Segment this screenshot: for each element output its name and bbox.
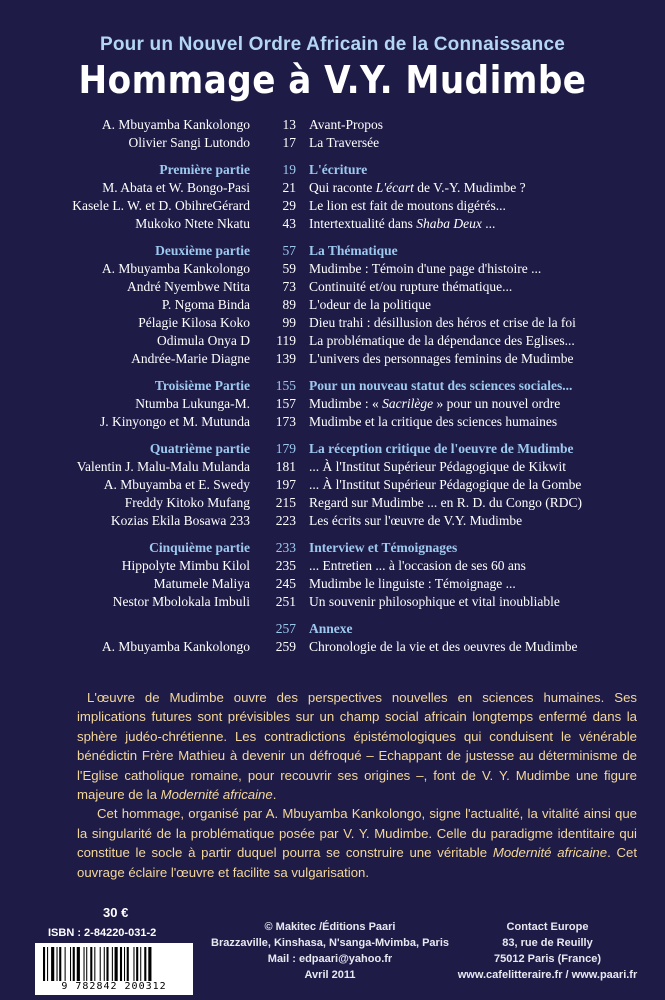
imprint-footer	[0, 905, 665, 1000]
barcode-bar	[136, 947, 138, 981]
blurb-paragraph-2: Cet hommage, organisé par A. Mbuyamba Kankolongo, signe l'actualité, la vitalité ainsi que la singularité de la problématique posée par V. Y. Mudimbe. Celle du paradigme identitaire qui constitue le socle à partir duquel pourra se construire une véritable Modernité africaine. Cet ouvrage éclaire l'œuvre et facilite sa vulgarisation.	[77, 806, 637, 880]
toc-entry	[0, 315, 665, 333]
toc-part-label: Première partie	[159, 162, 250, 177]
toc-section-heading	[0, 243, 665, 261]
toc-page-number: 13	[282, 117, 296, 132]
toc-title: Le lion est fait de moutons digérés...	[309, 198, 506, 213]
toc-title: La réception critique de l'oeuvre de Mudimbe	[309, 441, 574, 456]
barcode-bar	[47, 947, 48, 981]
barcode-bar	[70, 947, 71, 981]
toc-author: Kozias Ekila Bosawa 233	[110, 513, 250, 528]
toc-title: L'univers des personnages feminins de Mudimbe	[309, 351, 574, 366]
toc-entry	[0, 513, 665, 531]
barcode-bar	[124, 947, 125, 981]
toc-title: ... À l'Institut Supérieur Pédagogique de Kikwit	[309, 459, 567, 474]
toc-author: Freddy Kitoko Mufang	[124, 495, 250, 510]
barcode-bars-icon	[43, 947, 185, 981]
toc-title: Les écrits sur l'œuvre de V.Y. Mudimbe	[309, 513, 523, 528]
toc-entry	[0, 333, 665, 351]
toc-author: P. Ngoma Binda	[161, 297, 250, 312]
contact-line: 75012 Paris (France)	[493, 953, 601, 965]
barcode-bar	[133, 947, 134, 981]
toc-entry	[0, 216, 665, 234]
isbn-label: ISBN : 2-84220-031-2	[48, 927, 157, 939]
barcode-bar	[77, 947, 80, 981]
toc-page-number: 59	[282, 261, 296, 276]
toc-title: Mudimbe le linguiste : Témoignage ...	[309, 576, 516, 591]
toc-page-number: 17	[282, 135, 296, 150]
toc-page-number: 215	[275, 495, 296, 510]
toc-page-number: 19	[282, 162, 296, 177]
toc-entry	[0, 639, 665, 657]
book-title: Hommage à V.Y. Mudimbe	[78, 58, 587, 102]
toc-title: Intertextualité dans Shaba Deux ...	[309, 216, 496, 231]
barcode-bar	[59, 947, 61, 981]
toc-entry	[0, 576, 665, 594]
publisher-line: Avril 2011	[304, 969, 356, 981]
toc-author: Kasele L. W. et D. ObihreGérard	[72, 198, 250, 213]
toc-section-heading	[0, 162, 665, 180]
toc-entry	[0, 477, 665, 495]
toc-author: A. Mbuyamba Kankolongo	[101, 261, 250, 276]
toc-page-number: 197	[275, 477, 296, 492]
barcode-bar	[144, 947, 146, 981]
toc-author: Matumele Maliya	[153, 576, 250, 591]
toc-page-number: 179	[275, 441, 296, 456]
publisher-line: © Makitec /Éditions Paari	[264, 921, 396, 933]
toc-part-label: Deuxième partie	[155, 243, 250, 258]
toc-page-number: 173	[275, 414, 296, 429]
toc-title: Qui raconte L'écart de V.-Y. Mudimbe ?	[309, 180, 526, 195]
barcode-bar	[73, 947, 75, 981]
toc-entry	[0, 279, 665, 297]
toc-title: Mudimbe : Témoin d'une page d'histoire ...	[309, 261, 542, 276]
barcode-bar	[148, 947, 151, 981]
toc-section-heading	[0, 621, 665, 639]
barcode-bar	[115, 947, 118, 981]
toc-entry	[0, 135, 665, 153]
toc-entry	[0, 297, 665, 315]
toc-title: Avant-Propos	[309, 117, 383, 132]
toc-title: ... À l'Institut Supérieur Pédagogique de la Gombe	[309, 477, 582, 492]
toc-page-number: 43	[282, 216, 296, 231]
toc-page-number: 257	[275, 621, 296, 636]
toc-title: ... Entretien ... à l'occasion de ses 60 ans	[309, 558, 526, 573]
table-of-contents	[0, 117, 665, 657]
toc-entry	[0, 459, 665, 477]
publisher-line: Mail : edpaari@yahoo.fr	[267, 953, 393, 965]
barcode-bar	[84, 947, 85, 981]
toc-author: Andrée-Marie Diagne	[131, 351, 250, 366]
toc-title: Continuité et/ou rupture thématique...	[309, 279, 513, 294]
toc-entry	[0, 396, 665, 414]
toc-title: La problématique de la dépendance des Eglises...	[309, 333, 575, 348]
toc-part-label: Quatrième partie	[149, 441, 250, 456]
toc-title: Chronologie de la vie et des oeuvres de Mudimbe	[309, 639, 578, 654]
toc-page-number: 57	[282, 243, 296, 258]
series-title: Pour un Nouvel Ordre Africain de la Connaissance	[99, 34, 565, 55]
contact-line: Contact Europe	[506, 921, 589, 933]
toc-page-number: 119	[276, 333, 296, 348]
barcode	[35, 943, 193, 995]
barcode-digits: 9 782842 200312	[61, 981, 167, 992]
toc-title: Mudimbe et la critique des sciences humaines	[309, 414, 558, 429]
toc-title: L'écriture	[309, 162, 368, 177]
toc-page-number: 223	[275, 513, 296, 528]
toc-entry	[0, 594, 665, 612]
toc-entry	[0, 558, 665, 576]
contact-info	[440, 919, 655, 983]
toc-section-heading	[0, 378, 665, 396]
toc-page-number: 251	[275, 594, 296, 609]
toc-page-number: 235	[275, 558, 296, 573]
barcode-bar	[120, 947, 122, 981]
toc-title: Un souvenir philosophique et vital inoubliable	[309, 594, 560, 609]
toc-title: Annexe	[309, 621, 353, 636]
toc-page-number: 139	[275, 351, 296, 366]
barcode-bar	[127, 947, 129, 981]
toc-title: La Traversée	[309, 135, 380, 150]
toc-page-number: 181	[275, 459, 296, 474]
toc-author: Valentin J. Malu-Malu Mulanda	[76, 459, 250, 474]
toc-author: A. Mbuyamba Kankolongo	[101, 639, 250, 654]
toc-part-label: Cinquième partie	[149, 540, 250, 555]
toc-author: Hippolyte Mimbu Kilol	[121, 558, 250, 573]
barcode-bar	[43, 947, 45, 981]
toc-page-number: 21	[282, 180, 296, 195]
blurb-paragraph-1: L'œuvre de Mudimbe ouvre des perspectives nouvelles en sciences humaines. Ses implications futures sont prévisibles sur un champ social africain longtemps enfermé dans la sphère judéo-chrétienne. Les contradictions épistémologiques qui conduisent le vénérable bénédictin Frère Mathieu à devenir un défroqué – Echappant de justesse au déterminisme de l'Eglise catholique romaine, pour recouvrir ses origines –, font de V. Y. Mudimbe une figure majeure de la Modernité africaine.	[77, 690, 637, 803]
toc-page-number: 99	[282, 315, 296, 330]
toc-title: Mudimbe : « Sacrilège » pour un nouvel ordre	[309, 396, 561, 411]
toc-author: Ntumba Lukunga-M.	[135, 396, 250, 411]
barcode-bar	[100, 947, 101, 981]
toc-title: Regard sur Mudimbe ... en R. D. du Congo (RDC)	[309, 495, 582, 510]
toc-author: Olivier Sangi Lutondo	[128, 135, 250, 150]
toc-page-number: 233	[275, 540, 296, 555]
barcode-bar	[106, 947, 108, 981]
barcode-bar	[51, 947, 54, 981]
toc-section-heading	[0, 441, 665, 459]
toc-author: Nestor Mbolokala Imbuli	[112, 594, 250, 609]
publisher-line: Brazzaville, Kinshasa, N'sanga-Mvimba, Paris	[211, 937, 449, 949]
toc-part-label: Troisième Partie	[154, 378, 250, 393]
barcode-bar	[57, 947, 58, 981]
toc-author: André Nyembwe Ntita	[127, 279, 250, 294]
contact-line: www.cafelitteraire.fr / www.paari.fr	[457, 969, 638, 981]
barcode-bar	[94, 947, 95, 981]
contact-line: 83, rue de Reuilly	[502, 937, 593, 949]
toc-page-number: 29	[282, 198, 296, 213]
toc-page-number: 89	[282, 297, 296, 312]
barcode-bar	[140, 947, 141, 981]
toc-title: L'odeur de la politique	[309, 297, 432, 312]
barcode-bar	[86, 947, 87, 981]
price-label: 30 €	[103, 905, 129, 920]
toc-entry	[0, 180, 665, 198]
toc-entry	[0, 117, 665, 135]
toc-entry	[0, 198, 665, 216]
toc-page-number: 259	[275, 639, 296, 654]
toc-title: La Thématique	[309, 243, 398, 258]
toc-title: Dieu trahi : désillusion des héros et crise de la foi	[309, 315, 576, 330]
toc-entry	[0, 261, 665, 279]
barcode-bar	[112, 947, 113, 981]
toc-section-heading	[0, 540, 665, 558]
toc-entry	[0, 351, 665, 369]
toc-title: Pour un nouveau statut des sciences sociales...	[309, 378, 573, 393]
barcode-bar	[104, 947, 105, 981]
toc-entry	[0, 414, 665, 432]
toc-page-number: 245	[275, 576, 296, 591]
toc-author: Pélagie Kilosa Koko	[138, 315, 250, 330]
toc-page-number: 73	[282, 279, 296, 294]
toc-page-number: 157	[275, 396, 296, 411]
toc-author: Mukoko Ntete Nkatu	[135, 216, 250, 231]
toc-author: J. Kinyongo et M. Mutunda	[100, 414, 250, 429]
barcode-bar	[65, 947, 66, 981]
barcode-bar	[90, 947, 92, 981]
toc-page-number: 155	[275, 378, 296, 393]
toc-title: Interview et Témoignages	[309, 540, 458, 555]
toc-author: A. Mbuyamba et E. Swedy	[103, 477, 250, 492]
toc-author: Odimula Onya D	[157, 333, 250, 348]
toc-entry	[0, 495, 665, 513]
back-cover-blurb	[77, 688, 637, 882]
toc-author: M. Abata et W. Bongo-Pasi	[102, 180, 250, 195]
publisher-info	[205, 919, 455, 983]
toc-author: A. Mbuyamba Kankolongo	[101, 117, 250, 132]
